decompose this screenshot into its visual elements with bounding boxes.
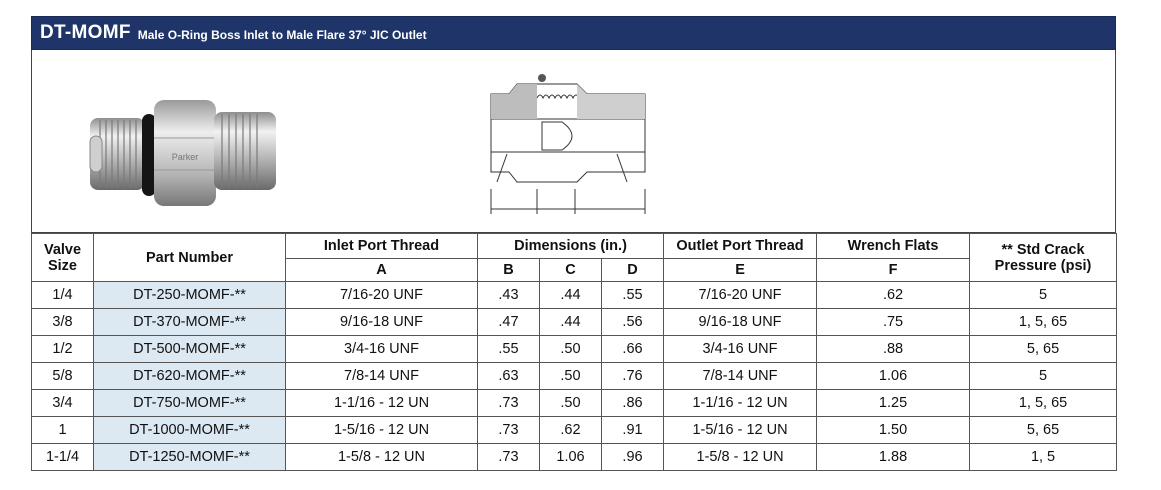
table-row <box>32 336 1117 363</box>
table-row <box>32 363 1117 390</box>
table-row <box>32 390 1117 417</box>
cell-dim-d: .66 <box>602 336 664 363</box>
cell-inlet-thread: 9/16-18 UNF <box>286 309 478 336</box>
cell-dim-c: .50 <box>540 336 602 363</box>
cell-wrench-flats: 1.25 <box>817 390 970 417</box>
cell-dim-b: .73 <box>478 417 540 444</box>
cell-dim-c: .44 <box>540 309 602 336</box>
cell-part-number: DT-1250-MOMF-** <box>94 444 286 471</box>
cell-crack-pressure: 5 <box>970 282 1117 309</box>
cell-dim-c: .50 <box>540 390 602 417</box>
subheader-e: E <box>664 259 817 282</box>
title-bar <box>31 16 1116 50</box>
cell-dim-d: .55 <box>602 282 664 309</box>
cell-crack-pressure: 5, 65 <box>970 336 1117 363</box>
subheader-c: C <box>540 259 602 282</box>
cross-section-drawing <box>487 64 647 224</box>
cell-dim-b: .63 <box>478 363 540 390</box>
cell-part-number: DT-1000-MOMF-** <box>94 417 286 444</box>
cell-dim-d: .96 <box>602 444 664 471</box>
product-code: DT-MOMF <box>40 22 131 43</box>
cell-dim-d: .56 <box>602 309 664 336</box>
cell-inlet-thread: 7/8-14 UNF <box>286 363 478 390</box>
spec-table <box>31 233 1117 471</box>
cell-wrench-flats: 1.06 <box>817 363 970 390</box>
cell-outlet-thread: 1-5/8 - 12 UN <box>664 444 817 471</box>
table-row <box>32 309 1117 336</box>
subheader-a: A <box>286 259 478 282</box>
cell-dim-d: .86 <box>602 390 664 417</box>
cell-crack-pressure: 1, 5, 65 <box>970 390 1117 417</box>
cell-crack-pressure: 1, 5 <box>970 444 1117 471</box>
cell-valve-size: 1/2 <box>32 336 94 363</box>
product-description: Male O-Ring Boss Inlet to Male Flare 37° JIC Outlet <box>137 27 427 42</box>
cell-part-number: DT-620-MOMF-** <box>94 363 286 390</box>
cell-dim-c: 1.06 <box>540 444 602 471</box>
header-outlet-port-thread: Outlet Port Thread <box>664 234 817 259</box>
cell-crack-pressure: 5 <box>970 363 1117 390</box>
cell-dim-d: .91 <box>602 417 664 444</box>
cell-inlet-thread: 7/16-20 UNF <box>286 282 478 309</box>
header-wrench-flats: Wrench Flats <box>817 234 970 259</box>
cell-dim-c: .50 <box>540 363 602 390</box>
cell-outlet-thread: 3/4-16 UNF <box>664 336 817 363</box>
cell-outlet-thread: 7/8-14 UNF <box>664 363 817 390</box>
cell-dim-b: .55 <box>478 336 540 363</box>
product-spec-sheet <box>31 16 1116 471</box>
table-row <box>32 444 1117 471</box>
table-row <box>32 417 1117 444</box>
cell-crack-pressure: 1, 5, 65 <box>970 309 1117 336</box>
cell-wrench-flats: 1.88 <box>817 444 970 471</box>
cell-part-number: DT-250-MOMF-** <box>94 282 286 309</box>
cell-crack-pressure: 5, 65 <box>970 417 1117 444</box>
cell-part-number: DT-500-MOMF-** <box>94 336 286 363</box>
cell-valve-size: 3/8 <box>32 309 94 336</box>
cell-dim-b: .47 <box>478 309 540 336</box>
fitting-photo <box>82 78 282 208</box>
image-panel <box>31 50 1116 233</box>
cell-outlet-thread: 1-1/16 - 12 UN <box>664 390 817 417</box>
cell-inlet-thread: 1-5/8 - 12 UN <box>286 444 478 471</box>
photo-brand-text: Parker <box>171 152 199 162</box>
subheader-b: B <box>478 259 540 282</box>
cell-wrench-flats: .62 <box>817 282 970 309</box>
cell-inlet-thread: 3/4-16 UNF <box>286 336 478 363</box>
subheader-d: D <box>602 259 664 282</box>
cell-inlet-thread: 1-5/16 - 12 UN <box>286 417 478 444</box>
header-inlet-port-thread: Inlet Port Thread <box>286 234 478 259</box>
cell-outlet-thread: 9/16-18 UNF <box>664 309 817 336</box>
subheader-f: F <box>817 259 970 282</box>
table-row <box>32 282 1117 309</box>
cell-dim-c: .62 <box>540 417 602 444</box>
cell-dim-b: .73 <box>478 444 540 471</box>
cell-outlet-thread: 7/16-20 UNF <box>664 282 817 309</box>
cell-valve-size: 1 <box>32 417 94 444</box>
cell-wrench-flats: 1.50 <box>817 417 970 444</box>
cell-wrench-flats: .75 <box>817 309 970 336</box>
cell-dim-c: .44 <box>540 282 602 309</box>
header-dimensions: Dimensions (in.) <box>478 234 664 259</box>
cell-outlet-thread: 1-5/16 - 12 UN <box>664 417 817 444</box>
cell-dim-d: .76 <box>602 363 664 390</box>
header-part-number: Part Number <box>94 234 286 282</box>
cell-part-number: DT-370-MOMF-** <box>94 309 286 336</box>
cell-valve-size: 1/4 <box>32 282 94 309</box>
cell-dim-b: .73 <box>478 390 540 417</box>
cell-valve-size: 1-1/4 <box>32 444 94 471</box>
header-crack-pressure: ** Std Crack Pressure (psi) <box>970 234 1117 282</box>
cell-part-number: DT-750-MOMF-** <box>94 390 286 417</box>
header-valve-size: Valve Size <box>32 234 94 282</box>
cell-inlet-thread: 1-1/16 - 12 UN <box>286 390 478 417</box>
cell-dim-b: .43 <box>478 282 540 309</box>
cell-wrench-flats: .88 <box>817 336 970 363</box>
cell-valve-size: 3/4 <box>32 390 94 417</box>
cell-valve-size: 5/8 <box>32 363 94 390</box>
